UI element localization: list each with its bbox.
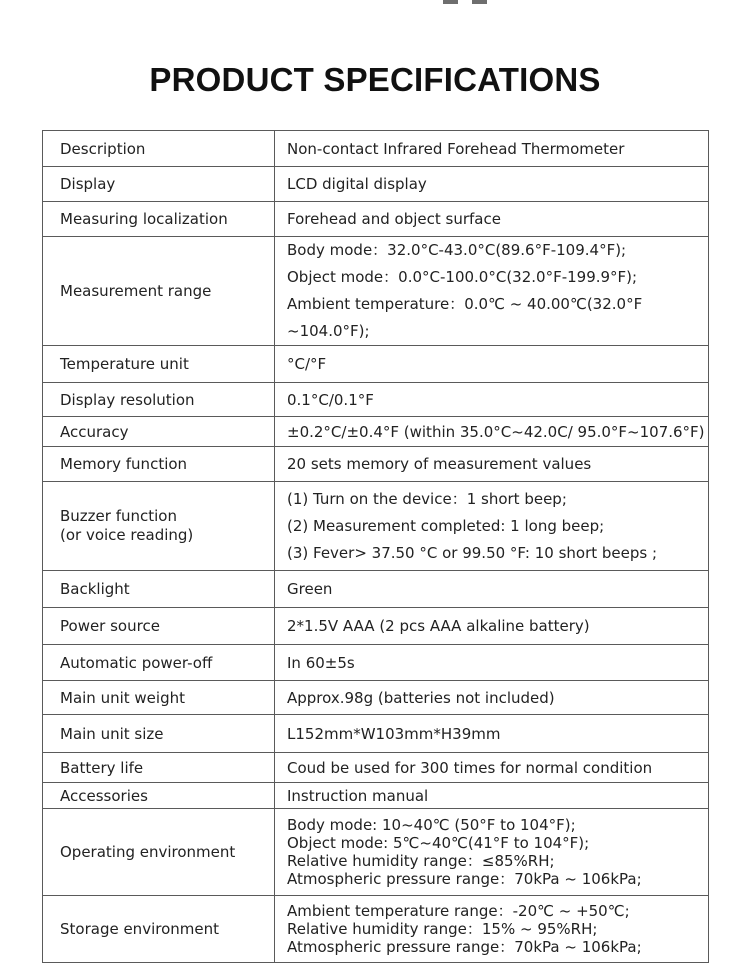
spec-value-line: Body mode: 10~40℃ (50°F to 104°F); xyxy=(287,816,576,834)
spec-value-line: Relative humidity range：15% ~ 95%RH; xyxy=(287,920,598,938)
spec-label: Memory function xyxy=(43,447,275,482)
spec-row-automatic-power-off xyxy=(43,645,709,681)
spec-value: Green xyxy=(275,571,709,608)
spec-row-temperature-unit xyxy=(43,346,709,383)
spec-label: Display xyxy=(43,167,275,202)
top-edge-mark xyxy=(443,0,487,4)
spec-value: ±0.2°C/±0.4°F (within 35.0°C~42.0C/ 95.0°F~107.6°F) xyxy=(275,417,709,447)
spec-label-line: (or voice reading) xyxy=(60,526,194,544)
spec-row-memory-function xyxy=(43,447,709,482)
spec-value-line: Body mode：32.0°C-43.0°C(89.6°F-109.4°F); xyxy=(287,241,627,259)
spec-value: Coud be used for 300 times for normal condition xyxy=(275,753,709,783)
specifications-table xyxy=(42,130,709,963)
spec-label: Main unit size xyxy=(43,715,275,753)
spec-row-battery-life xyxy=(43,753,709,783)
spec-row-buzzer-function xyxy=(43,482,709,571)
spec-value-line: Ambient temperature：0.0℃ ~ 40.00℃(32.0°F ~104.0°F); xyxy=(287,295,643,340)
spec-value xyxy=(275,809,709,896)
spec-value-line: Object mode：0.0°C-100.0°C(32.0°F-199.9°F); xyxy=(287,268,638,286)
spec-label: Display resolution xyxy=(43,383,275,417)
spec-label xyxy=(43,482,275,571)
spec-label: Accessories xyxy=(43,783,275,809)
spec-label: Backlight xyxy=(43,571,275,608)
spec-value: In 60±5s xyxy=(275,645,709,681)
spec-row-measurement-range xyxy=(43,237,709,346)
spec-value: Non-contact Infrared Forehead Thermometer xyxy=(275,131,709,167)
top-edge-mark-left xyxy=(443,0,458,4)
spec-row-measuring-localization xyxy=(43,202,709,237)
spec-row-main-unit-size xyxy=(43,715,709,753)
spec-value-line: Atmospheric pressure range：70kPa ~ 106kPa; xyxy=(287,870,642,888)
spec-label: Main unit weight xyxy=(43,681,275,715)
spec-value: Forehead and object surface xyxy=(275,202,709,237)
spec-value: 2*1.5V AAA (2 pcs AAA alkaline battery) xyxy=(275,608,709,645)
spec-value: Instruction manual xyxy=(275,783,709,809)
top-edge-mark-right xyxy=(472,0,487,4)
spec-label: Power source xyxy=(43,608,275,645)
spec-row-storage-environment xyxy=(43,896,709,963)
spec-value xyxy=(275,896,709,963)
spec-label: Storage environment xyxy=(43,896,275,963)
page-title: PRODUCT SPECIFICATIONS xyxy=(149,61,601,98)
spec-value: °C/°F xyxy=(275,346,709,383)
spec-value: L152mm*W103mm*H39mm xyxy=(275,715,709,753)
spec-label: Measurement range xyxy=(43,237,275,346)
spec-value: 0.1°C/0.1°F xyxy=(275,383,709,417)
spec-row-accessories xyxy=(43,783,709,809)
spec-row-operating-environment xyxy=(43,809,709,896)
spec-value-line: Ambient temperature range：-20℃ ~ +50℃; xyxy=(287,902,630,920)
spec-row-backlight xyxy=(43,571,709,608)
spec-value-line: (3) Fever> 37.50 °C or 99.50 °F: 10 short beeps ; xyxy=(287,543,658,562)
spec-value: LCD digital display xyxy=(275,167,709,202)
spec-label: Temperature unit xyxy=(43,346,275,383)
spec-label: Accuracy xyxy=(43,417,275,447)
spec-value-line: Object mode: 5℃~40℃(41°F to 104°F); xyxy=(287,834,590,852)
spec-value: Approx.98g (batteries not included) xyxy=(275,681,709,715)
spec-value xyxy=(275,482,709,571)
spec-label: Description xyxy=(43,131,275,167)
spec-value-line: (1) Turn on the device：1 short beep; xyxy=(287,489,567,508)
spec-label: Automatic power-off xyxy=(43,645,275,681)
spec-value xyxy=(275,237,709,346)
spec-label: Measuring localization xyxy=(43,202,275,237)
spec-label: Operating environment xyxy=(43,809,275,896)
spec-value-line: (2) Measurement completed: 1 long beep; xyxy=(287,516,605,535)
spec-row-power-source xyxy=(43,608,709,645)
spec-value: 20 sets memory of measurement values xyxy=(275,447,709,482)
spec-row-description xyxy=(43,131,709,167)
spec-row-display xyxy=(43,167,709,202)
spec-row-main-unit-weight xyxy=(43,681,709,715)
spec-label-line: Buzzer function xyxy=(60,507,177,525)
spec-row-display-resolution xyxy=(43,383,709,417)
spec-row-accuracy xyxy=(43,417,709,447)
spec-value-line: Relative humidity range：≤85%RH; xyxy=(287,852,555,870)
spec-value-line: Atmospheric pressure range：70kPa ~ 106kPa; xyxy=(287,938,642,956)
spec-label: Battery life xyxy=(43,753,275,783)
